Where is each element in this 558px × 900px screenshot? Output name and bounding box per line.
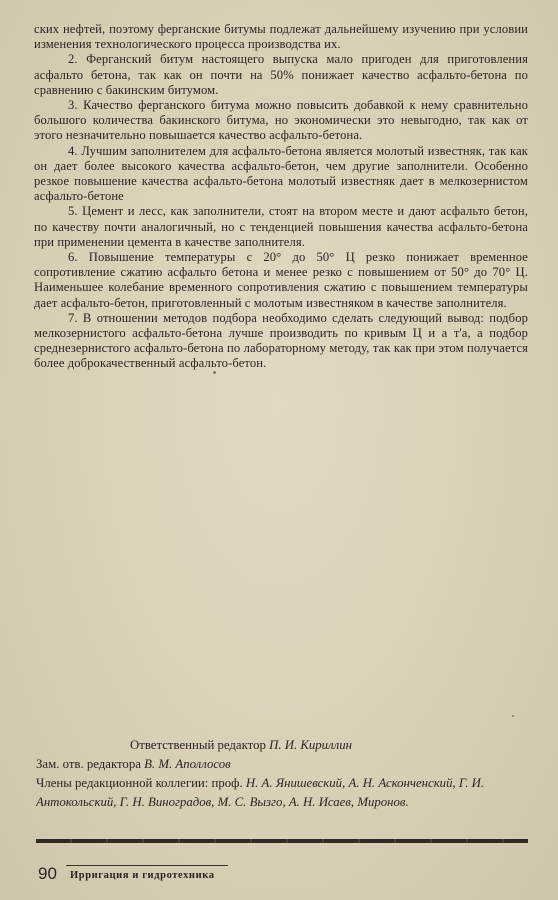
board-label: Члены редакционной коллегии: проф. <box>36 776 243 790</box>
body-text <box>34 22 528 372</box>
print-speck <box>213 371 216 374</box>
conclusion-7: 7. В отношении методов подбора необходимо сделать следующий вывод: подбор мелкозернистого асфальто-бетона лучше производить по кривым Ц и а т'а, а подбор среднезернистого асфальто-бетона по лабораторному методу, так как при этом получается более доброкачественный асфальто-бетон. <box>34 310 528 371</box>
editorial-board <box>36 774 528 812</box>
journal-title: Ирригация и гидротехника <box>70 870 215 881</box>
board-names: Н. А. Янишевский, А. Н. Асконченский, Г. И. Антокольский, Г. Н. Виноградов, М. С. Вызго, А. Н. Исаев, Миронов. <box>36 776 485 809</box>
conclusion-2: 2. Ферганский битум настоящего выпуска мало пригоден для приготовления асфальто бетона, так как он почти на 50% понижает качество асфальто-бетона по сравнению с бакинским битумом. <box>34 52 528 97</box>
conclusion-3: 3. Качество ферганского битума можно повысить добавкой к нему сравнительно большого количества бакинского битума, но экономически это невыгодно, так как от этого незначительно повышается качество асфальто-бетона. <box>34 98 528 143</box>
deputy-name: В. М. Аполлосов <box>144 757 231 771</box>
conclusion-4: 4. Лучшим заполнителем для асфальто-бетона является молотый известняк, так как он дает более высокого качества асфальто-бетон, чем другие заполнители. Особенно резкое повышение качества асфальто-бетона молотый известняк дает в мелкозернистом асфальто-бетоне <box>34 143 528 204</box>
divider-rule <box>36 839 528 843</box>
print-speck <box>512 715 514 717</box>
footer-underline <box>66 865 228 866</box>
page-number: 90 <box>38 864 57 883</box>
conclusion-5: 5. Цемент и лесс, как заполнители, стоят на втором месте и дают асфальто бетон, по качеству почти аналогичный, но с тенденцией повышения качества асфальто-бетона при применении цемента в качестве заполнителя. <box>34 204 528 249</box>
deputy-editor <box>36 755 528 774</box>
deputy-label: Зам. отв. редактора <box>36 757 141 771</box>
editor-label: Ответственный редактор <box>130 738 266 752</box>
conclusion-6: 6. Повышение температуры с 20° до 50° Ц резко понижает временное сопротивление сжатию асфальто бетона и менее резко с повышением от 50° до 70° Ц. Наименьшее колебание временного сопротивления сжатию с повышением температуры дает асфальто-бетон, приготовленный с молотым известняком в качестве заполнителя. <box>34 250 528 310</box>
editorial-credits <box>36 736 528 812</box>
responsible-editor <box>36 736 528 755</box>
editor-name: П. И. Кириллин <box>269 738 352 752</box>
paragraph-continuation: ских нефтей, поэтому ферганские битумы подлежат дальнейшему изучению при условии изменения технологического процесса производства их. <box>34 22 528 52</box>
